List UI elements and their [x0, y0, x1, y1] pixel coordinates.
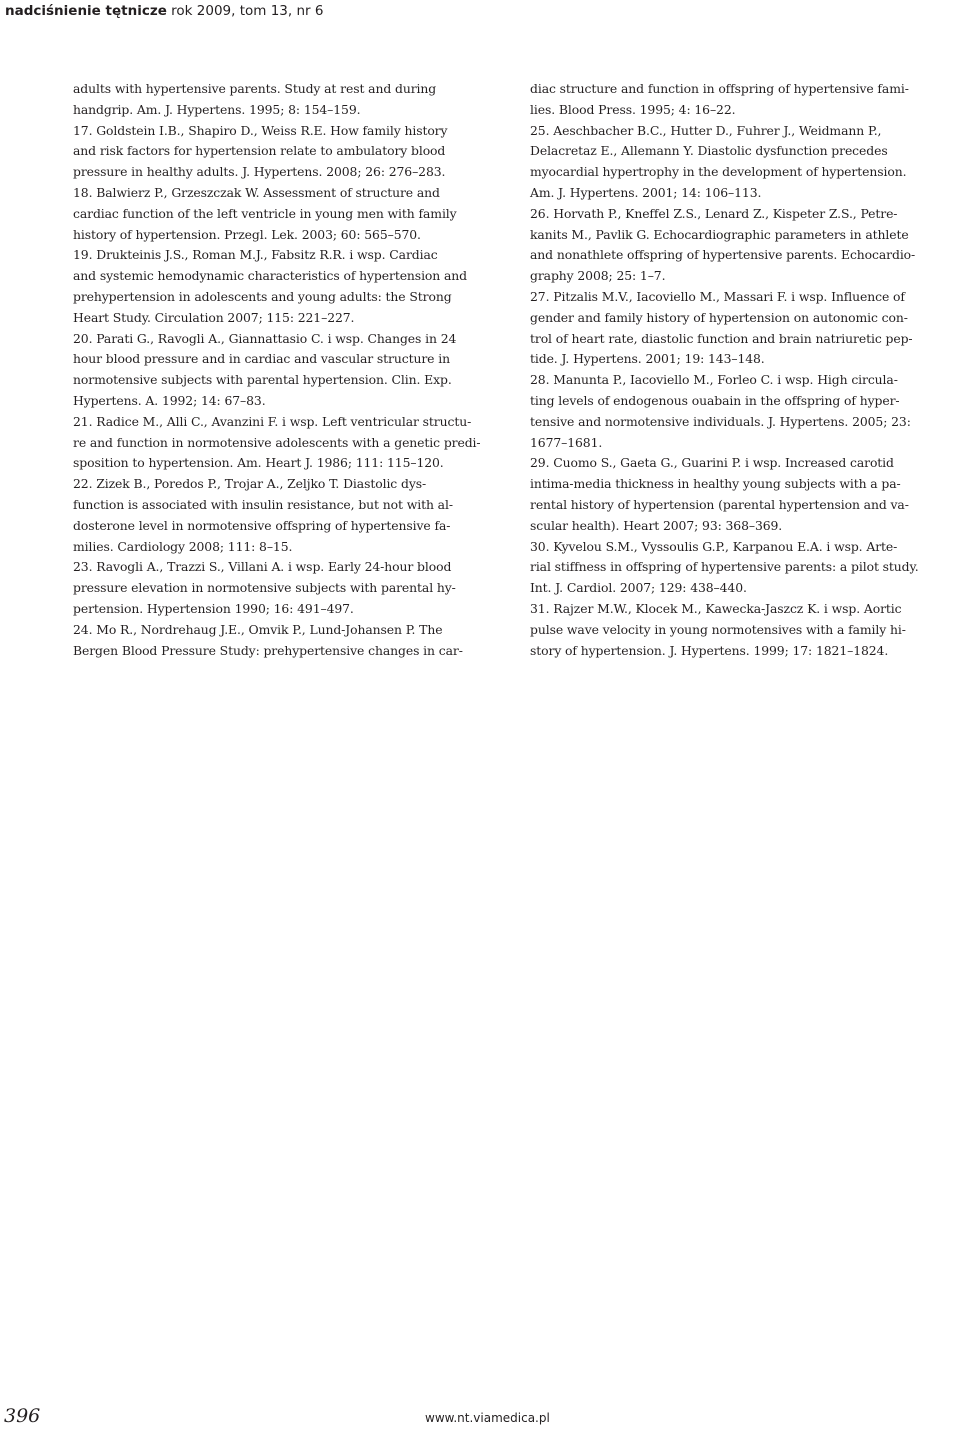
footer-url: www.nt.viamedica.pl [425, 1411, 550, 1425]
references-column-right [530, 79, 950, 661]
reference-lines-right: diac structure and function in offspring of hypertensive fami- lies. Blood Press. 1995; 4: 16–22. 25. Aeschbacher B.C., Hutter D., Fuhrer J., Weidmann P., Delacretaz E., Allemann Y. Diastolic dysfunction precedes myocardial hypertrophy in the development of hypertension. Am. J. Hypertens. 2001; 14: 106–113. 26. Horvath P., Kneffel Z.S., Lenard Z., Kispeter Z.S., Petre- kanits M., Pavlik G. Echocardiographic parameters in athlete and nonathlete offspring of hypertensive parents. Echocardio- graphy 2008; 25: 1–7. 27. Pitzalis M.V., Iacoviello M., Massari F. i wsp. Influence of gender and family history of hypertension on autonomic con- trol of heart rate, diastolic function and brain natriuretic pep- tide. J. Hypertens. 2001; 19: 143–148. 28. Manunta P., Iacoviello M., Forleo C. i wsp. High circula- ting levels of endogenous ouabain in the offspring of hyper- tensive and normotensive individuals. J. Hypertens. 2005; 23: 1677–1681. 29. Cuomo S., Gaeta G., Guarini P. i wsp. Increased carotid intima-media thickness in healthy young subjects with a pa- rental history of hypertension (parental hypertension and va- scular health). Heart 2007; 93: 368–369. 30. Kyvelou S.M., Vyssoulis G.P., Karpanou E.A. i wsp. Arte- rial stiffness in offspring of hypertensive parents: a pilot study. Int. J. Cardiol. 2007; 129: 438–440. 31. Rajzer M.W., Klocek M., Kawecka-Jaszcz K. i wsp. Aortic pulse wave velocity in young normotensives with a family hi- story of hypertension. J. Hypertens. 1999; 17: 1821–1824. [530, 81, 919, 658]
journal-issue: rok 2009, tom 13, nr 6 [166, 3, 324, 19]
page-number: 396 [4, 1405, 41, 1427]
reference-lines-left: adults with hypertensive parents. Study at rest and during handgrip. Am. J. Hypertens. 1995; 8: 154–159. 17. Goldstein I.B., Shapiro D., Weiss R.E. How family history and risk factors for hypertension relate to ambulatory blood pressure in healthy adults. J. Hypertens. 2008; 26: 276–283. 18. Balwierz P., Grzeszczak W. Assessment of structure and cardiac function of the left ventricle in young men with family history of hypertension. Przegl. Lek. 2003; 60: 565–570. 19. Drukteinis J.S., Roman M.J., Fabsitz R.R. i wsp. Cardiac and systemic hemodynamic characteristics of hypertension and prehypertension in adolescents and young adults: the Strong Heart Study. Circulation 2007; 115: 221–227. 20. Parati G., Ravogli A., Giannattasio C. i wsp. Changes in 24 hour blood pressure and in cardiac and vascular structure in normotensive subjects with parental hypertension. Clin. Exp. Hypertens. A. 1992; 14: 67–83. 21. Radice M., Alli C., Avanzini F. i wsp. Left ventricular structu- re and function in normotensive adolescents with a genetic predi- sposition to hypertension. Am. Heart J. 1986; 111: 115–120. 22. Zizek B., Poredos P., Trojar A., Zeljko T. Diastolic dys- function is associated with insulin resistance, but not with al- dosterone level in normotensive offspring of hypertensive fa- milies. Cardiology 2008; 111: 8–15. 23. Ravogli A., Trazzi S., Villani A. i wsp. Early 24-hour blood pressure elevation in normotensive subjects with parental hy- pertension. Hypertension 1990; 16: 491–497. 24. Mo R., Nordrehaug J.E., Omvik P., Lund-Johansen P. The Bergen Blood Pressure Study: prehypertensive changes in car- [73, 81, 481, 658]
journal-title: nadciśnienie tętnicze [5, 3, 167, 19]
running-header [5, 3, 323, 19]
references-column-left [73, 79, 493, 661]
